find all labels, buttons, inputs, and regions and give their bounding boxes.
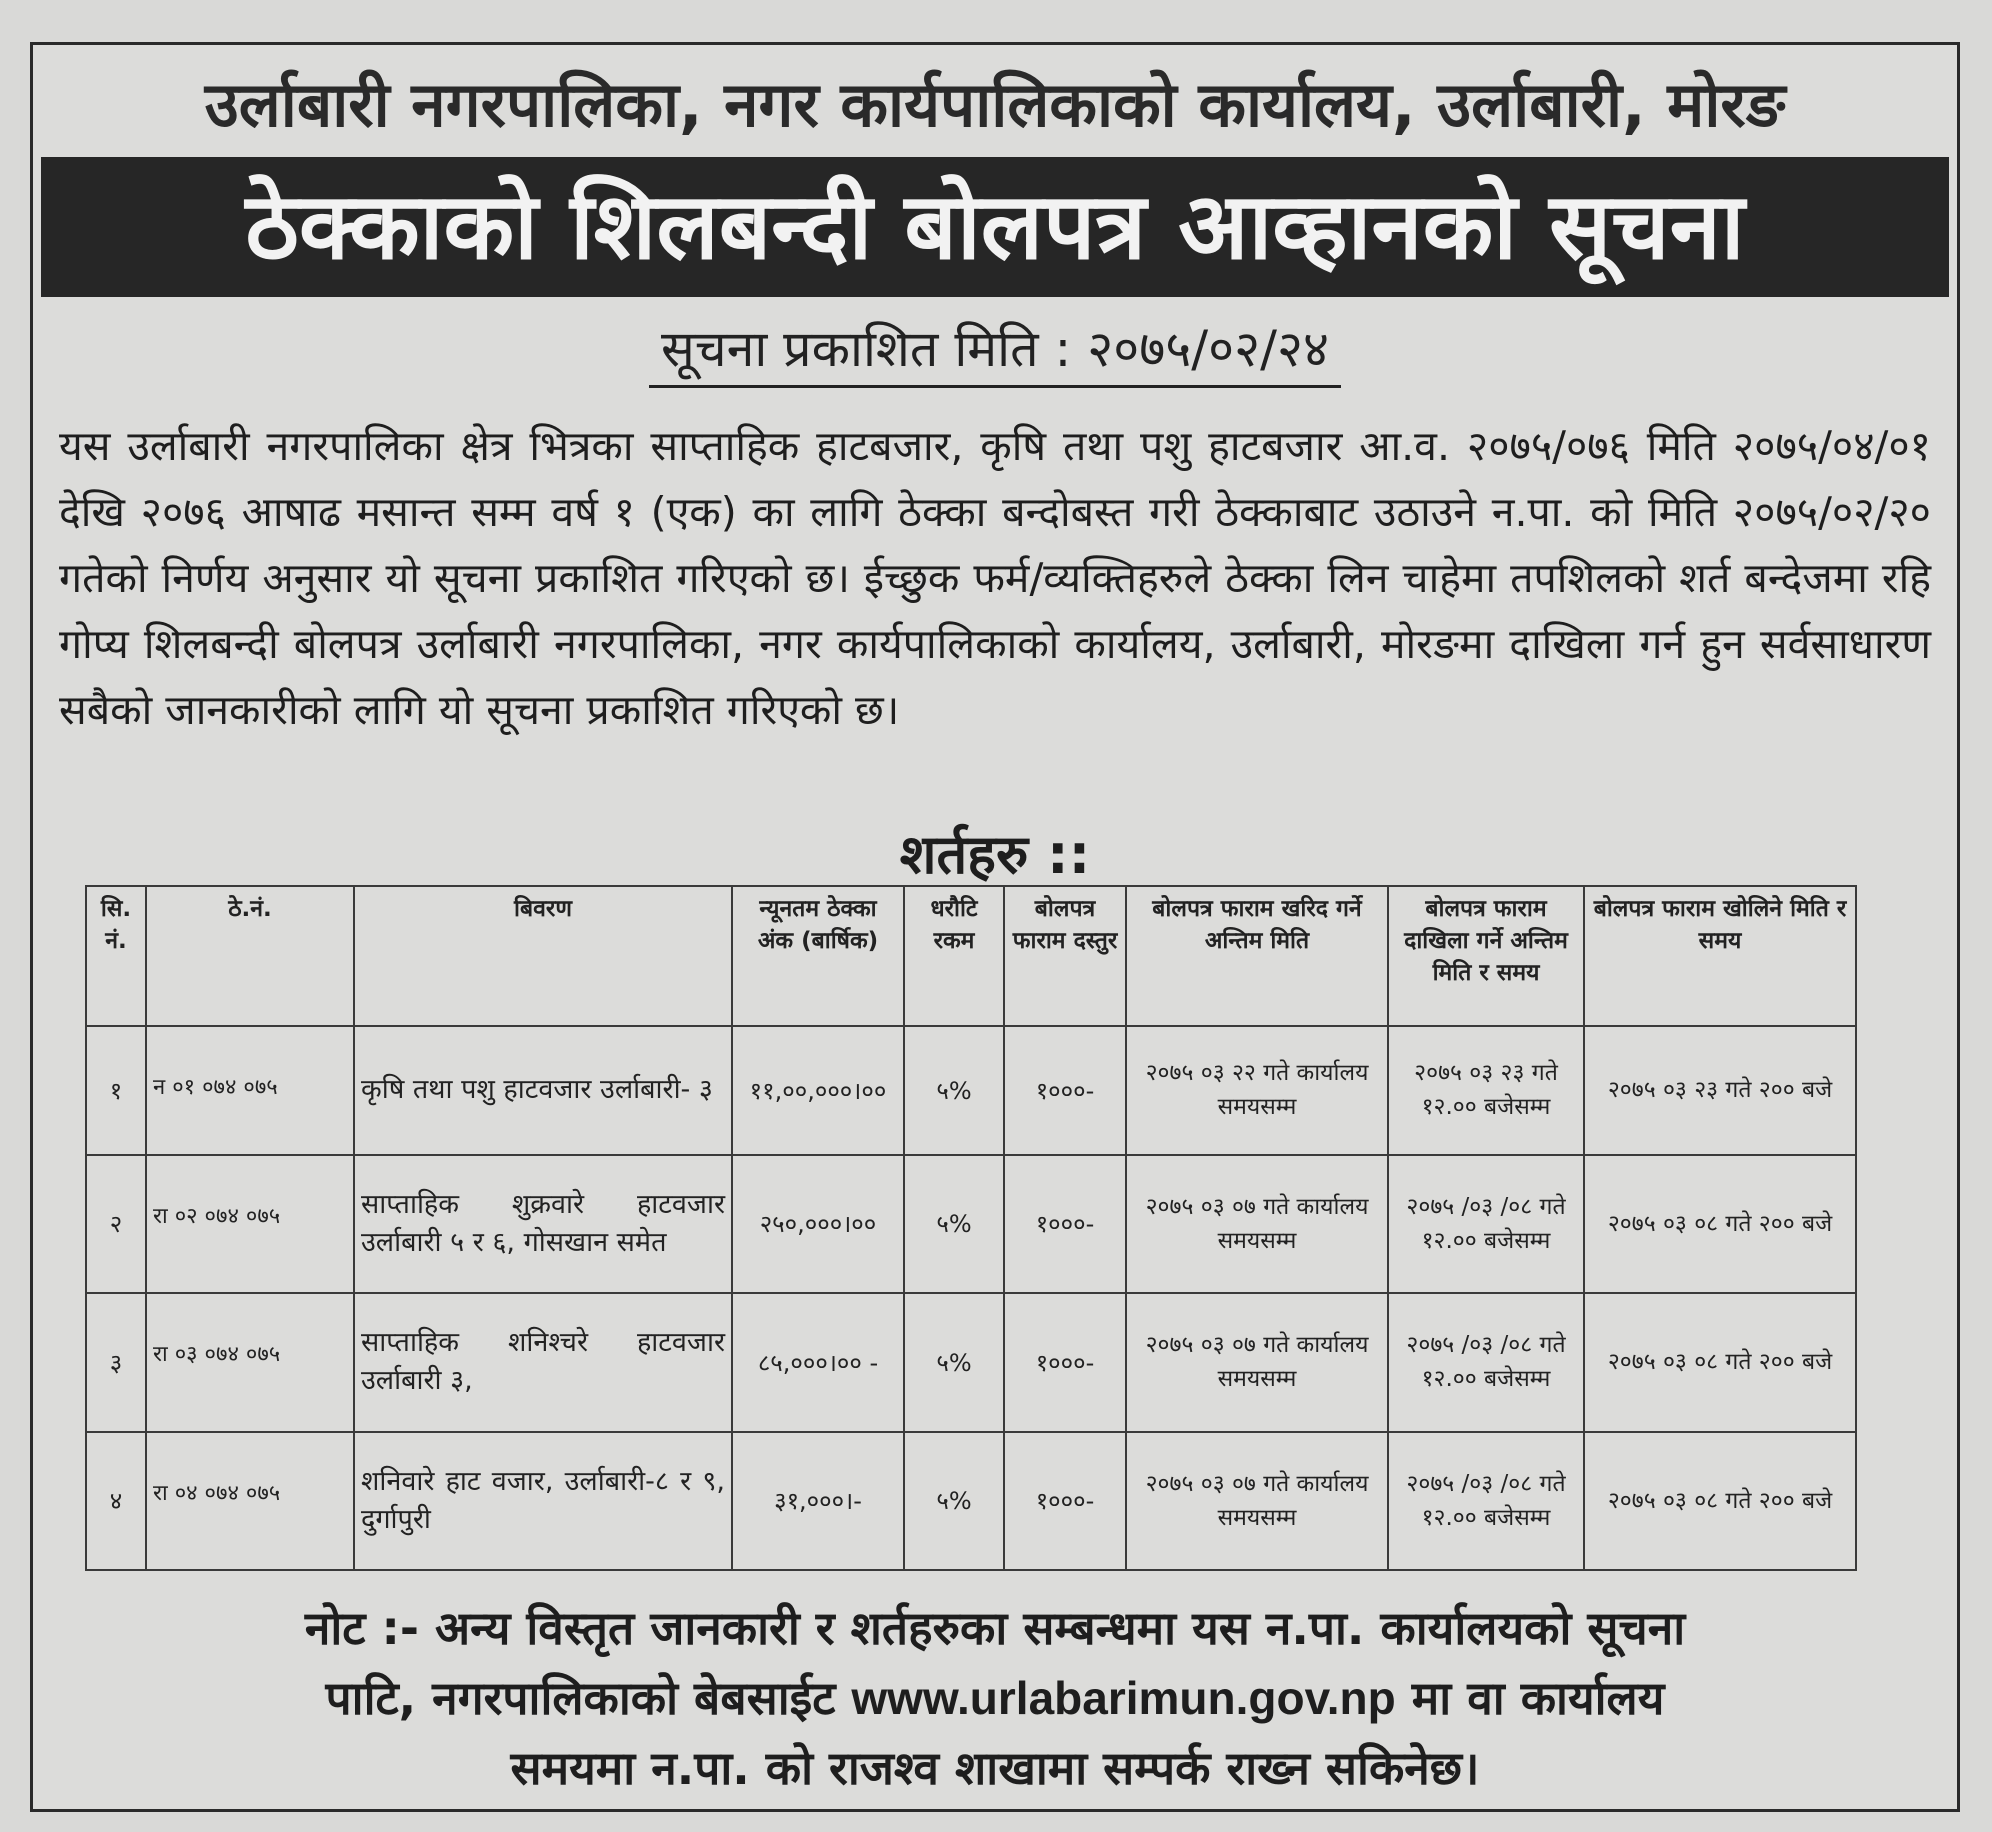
intro-paragraph: यस उर्लाबारी नगरपालिका क्षेत्र भित्रका साप्ताहिक हाटबजार, कृषि तथा पशु हाटबजार आ.व. २०७५/०७६ मिति २०७५/०४/०१ देखि २०७६ आषाढ मसान्त सम्म वर्ष १ (एक) का लागि ठेक्का बन्दोबस्त गरी ठेक्काबाट उठाउने न.पा. को मिति २०७५/०२/२० गतेको निर्णय अनुसार यो सूचना प्रकाशित गरिएको छ। ईच्छुक फर्म/व्यक्तिहरुले ठेक्का लिन चाहेमा तपशिलको शर्त बन्देजमा रहि गोप्य शिलबन्दी बोलपत्र उर्लाबारी नगरपालिका, नगर कार्यपालिकाको कार्यालय, उर्लाबारी, मोरङमा दाखिला गर्न हुन सर्वसाधारण सबैको जानकारीको लागि यो सूचना प्रकाशित गरिएको छ। bbox=[59, 422, 1931, 734]
cell-deposit: ५% bbox=[904, 1293, 1004, 1431]
cell-form-fee: १०००- bbox=[1004, 1026, 1126, 1155]
cell-description: साप्ताहिक शनिश्चरे हाटवजार उर्लाबारी ३, bbox=[354, 1293, 732, 1431]
notice-frame bbox=[30, 42, 1960, 1812]
publication-date-text: सूचना प्रकाशित मिति : २०७५/०२/२४ bbox=[649, 313, 1341, 388]
col-header-min-amount: न्यूनतम ठेक्का अंक (बार्षिक) bbox=[732, 886, 904, 1026]
cell-opening: २०७५ ०३ २३ गते २०० बजे bbox=[1584, 1026, 1856, 1155]
cell-description: शनिवारे हाट वजार, उर्लाबारी-८ र ९, दुर्गापुरी bbox=[354, 1432, 732, 1570]
note-line-2 bbox=[53, 1663, 1937, 1733]
note-line-2-prefix: पाटि, नगरपालिकाको बेबसाईट bbox=[325, 1671, 836, 1725]
contract-no-text: रा ०२ ०७४ ०७५ bbox=[153, 1203, 281, 1229]
cell-contract-no bbox=[146, 1155, 354, 1293]
cell-opening: २०७५ ०३ ०८ गते २०० बजे bbox=[1584, 1155, 1856, 1293]
col-header-submission-deadline: बोलपत्र फाराम दाखिला गर्ने अन्तिम मिति र समय bbox=[1388, 886, 1584, 1026]
contract-no-text: रा ०४ ०७४ ०७५ bbox=[153, 1480, 281, 1506]
note-line-1: नोट :- अन्य विस्तृत जानकारी र शर्तहरुका सम्बन्धमा यस न.पा. कार्यालयको सूचना bbox=[304, 1601, 1686, 1655]
table-row bbox=[86, 1432, 1856, 1570]
note-line-2-suffix: मा वा कार्यालय bbox=[1411, 1671, 1665, 1725]
col-header-form-fee: बोलपत्र फाराम दस्तुर bbox=[1004, 886, 1126, 1026]
cell-min-amount: २५०,०००।०० bbox=[732, 1155, 904, 1293]
tender-table bbox=[85, 885, 1857, 1571]
cell-opening: २०७५ ०३ ०८ गते २०० बजे bbox=[1584, 1293, 1856, 1431]
col-header-purchase-deadline: बोलपत्र फाराम खरिद गर्ने अन्तिम मिति bbox=[1126, 886, 1388, 1026]
website-link[interactable]: www.urlabarimun.gov.np bbox=[851, 1672, 1396, 1724]
cell-sn: ४ bbox=[86, 1432, 146, 1570]
cell-purchase-deadline: २०७५ ०३ ०७ गते कार्यालय समयसम्म bbox=[1126, 1155, 1388, 1293]
cell-contract-no bbox=[146, 1293, 354, 1431]
cell-submission-deadline: २०७५ /०३ /०८ गते १२.०० बजेसम्म bbox=[1388, 1432, 1584, 1570]
cell-purchase-deadline: २०७५ ०३ ०७ गते कार्यालय समयसम्म bbox=[1126, 1432, 1388, 1570]
cell-contract-no bbox=[146, 1026, 354, 1155]
cell-form-fee: १०००- bbox=[1004, 1293, 1126, 1431]
cell-min-amount: ३१,०००।- bbox=[732, 1432, 904, 1570]
cell-description: साप्ताहिक शुक्रवारे हाटवजार उर्लाबारी ५ र ६, गोसखान समेत bbox=[354, 1155, 732, 1293]
contract-no-text: न ०१ ०७४ ०७५ bbox=[153, 1075, 278, 1100]
table-row bbox=[86, 1155, 1856, 1293]
cell-form-fee: १०००- bbox=[1004, 1432, 1126, 1570]
terms-heading: शर्तहरु :: bbox=[899, 823, 1091, 886]
cell-purchase-deadline: २०७५ ०३ ०७ गते कार्यालय समयसम्म bbox=[1126, 1293, 1388, 1431]
col-header-opening: बोलपत्र फाराम खोलिने मिति र समय bbox=[1584, 886, 1856, 1026]
col-header-contract-no: ठे.नं. bbox=[146, 886, 354, 1026]
cell-submission-deadline: २०७५ ०३ २३ गते १२.०० बजेसम्म bbox=[1388, 1026, 1584, 1155]
cell-submission-deadline: २०७५ /०३ /०८ गते १२.०० बजेसम्म bbox=[1388, 1293, 1584, 1431]
cell-sn: १ bbox=[86, 1026, 146, 1155]
cell-purchase-deadline: २०७५ ०३ २२ गते कार्यालय समयसम्म bbox=[1126, 1026, 1388, 1155]
publication-date bbox=[33, 313, 1957, 388]
office-header: उर्लाबारी नगरपालिका, नगर कार्यपालिकाको कार्यालय, उर्लाबारी, मोरङ bbox=[204, 68, 1786, 141]
cell-description: कृषि तथा पशु हाटवजार उर्लाबारी- ३ bbox=[354, 1026, 732, 1155]
cell-sn: २ bbox=[86, 1155, 146, 1293]
table-row bbox=[86, 1293, 1856, 1431]
col-header-description: बिवरण bbox=[354, 886, 732, 1026]
col-header-sn: सि. नं. bbox=[86, 886, 146, 1026]
cell-deposit: ५% bbox=[904, 1026, 1004, 1155]
notice-title: ठेक्काको शिलबन्दी बोलपत्र आव्हानको सूचना bbox=[245, 173, 1745, 280]
note-section bbox=[53, 1593, 1937, 1803]
cell-contract-no bbox=[146, 1432, 354, 1570]
title-band bbox=[41, 157, 1949, 297]
note-line-3: समयमा न.पा. को राजश्व शाखामा सम्पर्क राख्न सकिनेछ। bbox=[510, 1741, 1480, 1795]
col-header-deposit: धरौटि रकम bbox=[904, 886, 1004, 1026]
cell-opening: २०७५ ०३ ०८ गते २०० बजे bbox=[1584, 1432, 1856, 1570]
cell-min-amount: ११,००,०००।०० bbox=[732, 1026, 904, 1155]
cell-deposit: ५% bbox=[904, 1432, 1004, 1570]
table-header-row bbox=[86, 886, 1856, 1026]
cell-sn: ३ bbox=[86, 1293, 146, 1431]
cell-form-fee: १०००- bbox=[1004, 1155, 1126, 1293]
cell-min-amount: ८५,०००।०० - bbox=[732, 1293, 904, 1431]
cell-deposit: ५% bbox=[904, 1155, 1004, 1293]
table-row bbox=[86, 1026, 1856, 1155]
contract-no-text: रा ०३ ०७४ ०७५ bbox=[153, 1342, 281, 1368]
cell-submission-deadline: २०७५ /०३ /०८ गते १२.०० बजेसम्म bbox=[1388, 1155, 1584, 1293]
